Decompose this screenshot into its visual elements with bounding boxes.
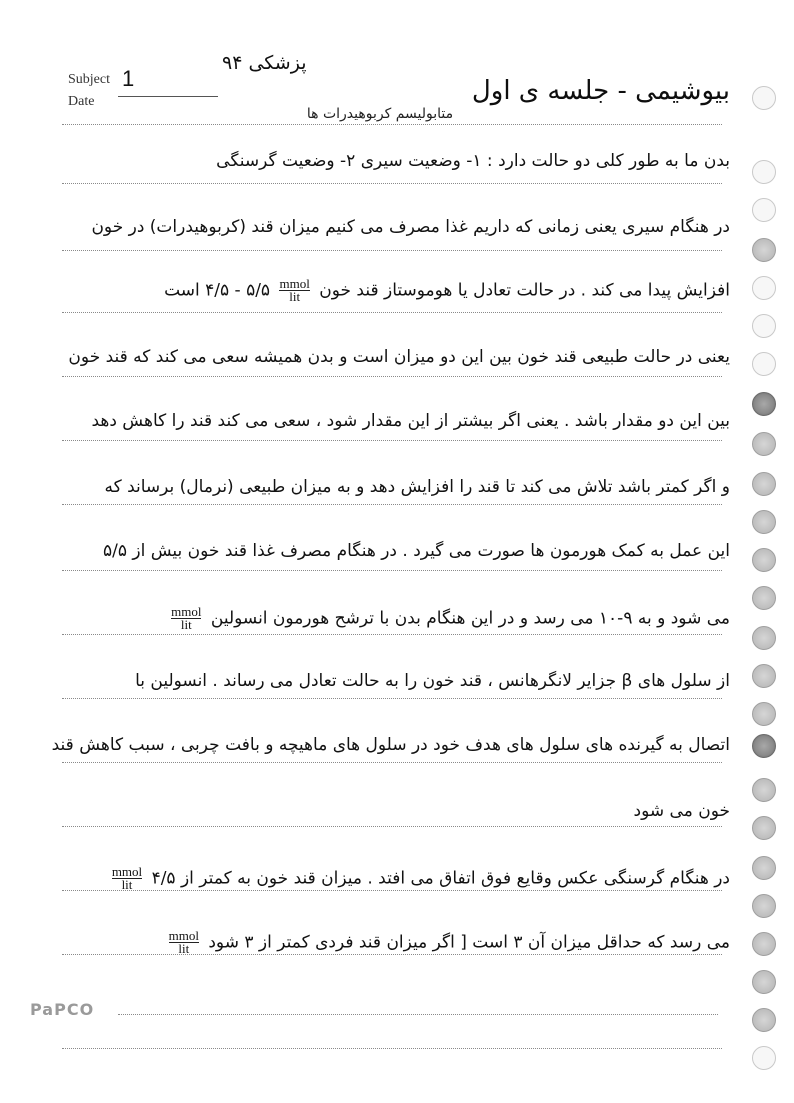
text-line-6: و اگر کمتر باشد تلاش می کند تا قند را افزایش دهد و به میزان طبیعی (نرمال) برساند که — [104, 477, 730, 497]
ruled-line — [62, 504, 722, 505]
unit-fraction — [169, 930, 199, 955]
binding-hole-icon — [752, 626, 776, 650]
binding-hole-icon — [752, 198, 776, 222]
text-line-3-end: است — [164, 280, 200, 301]
ruled-line — [62, 124, 722, 125]
binding-hole-icon — [752, 432, 776, 456]
subject-underline — [118, 96, 218, 97]
text-line-13-text: می رسد که حداقل میزان آن ۳ است [ اگر میزان قند فردی کمتر از ۳ شود — [208, 932, 730, 953]
text-line-11: خون می شود — [633, 801, 730, 821]
normal-range-value: ۴/۵ - ۵/۵ — [205, 280, 271, 301]
text-line-12-text: در هنگام گرسنگی عکس وقایع فوق اتفاق می افتد . میزان قند خون به کمتر از ۴/۵ — [151, 868, 730, 889]
date-label: Date — [68, 94, 95, 109]
binding-hole-icon — [752, 276, 776, 300]
text-line-3-text: افزایش پیدا می کند . در حالت تعادل یا هوموستاز قند خون — [319, 280, 730, 301]
ruled-line — [62, 376, 722, 377]
binding-hole-icon — [752, 664, 776, 688]
binding-hole-icon — [752, 970, 776, 994]
binding-hole-icon — [752, 702, 776, 726]
binding-hole-icon — [752, 86, 776, 110]
text-line-2: در هنگام سیری یعنی زمانی که داریم غذا مصرف می کنیم میزان قند (کربوهیدرات) در خون — [91, 217, 730, 237]
binding-hole-icon — [752, 472, 776, 496]
text-line-7: این عمل به کمک هورمون ها صورت می گیرد . در هنگام مصرف غذا قند خون بیش از ۵/۵ — [102, 541, 730, 561]
binding-hole-icon — [752, 314, 776, 338]
binding-hole-icon — [752, 1046, 776, 1070]
text-line-9: از سلول های β جزایر لانگرهانس ، قند خون را به حالت تعادل می رساند . انسولین با — [135, 671, 730, 691]
binding-hole-icon — [752, 778, 776, 802]
subject-label: Subject — [68, 72, 110, 87]
binding-hole-icon — [752, 816, 776, 840]
binding-hole-icon — [752, 392, 776, 416]
binding-hole-icon — [752, 856, 776, 880]
binding-hole-icon — [752, 1008, 776, 1032]
ruled-line — [62, 183, 722, 184]
ruled-line — [118, 1014, 718, 1015]
unit-denominator: lit — [279, 290, 309, 303]
text-line-12 — [40, 866, 730, 891]
text-line-8-text: می شود و به ۹-۱۰ می رسد و در این هنگام بدن با ترشح هورمون انسولین — [210, 608, 730, 629]
text-line-10: اتصال به گیرنده های سلول های هدف خود در سلول های ماهیچه و بافت چربی ، سبب کاهش قند — [51, 735, 730, 755]
unit-fraction — [112, 866, 142, 891]
unit-fraction — [171, 606, 201, 631]
unit-numerator: mmol — [171, 604, 202, 619]
text-line-1: بدن ما به طور کلی دو حالت دارد : ۱- وضعیت سیری ۲- وضعیت گرسنگی — [216, 151, 730, 171]
text-line-5: بین این دو مقدار باشد . یعنی اگر بیشتر از این مقدار شود ، سعی می کند قند را کاهش دهد — [91, 411, 730, 431]
ruled-line — [62, 698, 722, 699]
unit-numerator: mmol — [168, 928, 199, 943]
binding-hole-icon — [752, 734, 776, 758]
ruled-line — [62, 440, 722, 441]
binding-hole-icon — [752, 510, 776, 534]
unit-denominator: lit — [171, 618, 201, 631]
binding-hole-icon — [752, 932, 776, 956]
unit-fraction — [279, 278, 309, 303]
text-line-3 — [40, 278, 730, 303]
ruled-line — [62, 570, 722, 571]
page-title: بیوشیمی - جلسه ی اول — [471, 76, 730, 106]
binding-hole-icon — [752, 352, 776, 376]
binding-hole-icon — [752, 238, 776, 262]
unit-denominator: lit — [169, 942, 199, 955]
binding-hole-icon — [752, 160, 776, 184]
binding-hole-icon — [752, 548, 776, 572]
ruled-line — [62, 762, 722, 763]
ruled-line — [62, 634, 722, 635]
binding-hole-icon — [752, 894, 776, 918]
unit-numerator: mmol — [279, 276, 310, 291]
unit-denominator: lit — [112, 878, 142, 891]
brand-logo: PaPCO — [30, 1000, 95, 1019]
ruled-line — [62, 1048, 722, 1049]
unit-numerator: mmol — [111, 864, 143, 879]
ruled-line — [62, 826, 722, 827]
ruled-line — [62, 312, 722, 313]
ruled-line — [62, 250, 722, 251]
course-label: پزشکی ۹۴ — [222, 52, 307, 74]
text-line-4: یعنی در حالت طبیعی قند خون بین این دو میزان است و بدن همیشه سعی می کند که قند خون — [68, 347, 730, 367]
binding-hole-icon — [752, 586, 776, 610]
text-line-8 — [40, 606, 730, 631]
text-line-13 — [40, 930, 730, 955]
subject-value: 1 — [122, 66, 135, 91]
page-subtitle: متابولیسم کربوهیدرات ها — [306, 106, 454, 122]
